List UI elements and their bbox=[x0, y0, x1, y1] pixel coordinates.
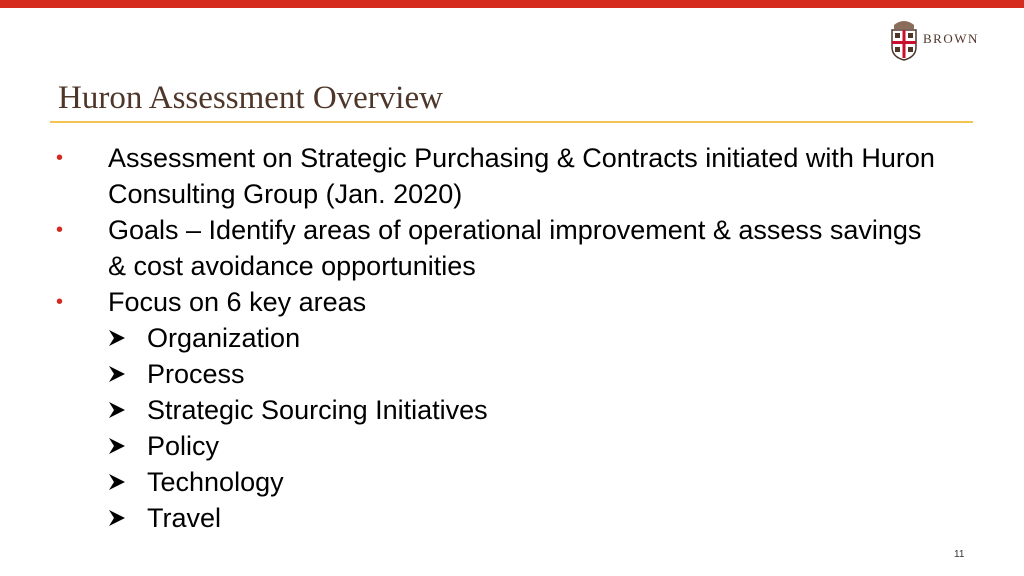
sub-item-label: Travel bbox=[147, 503, 222, 533]
sub-item-label: Technology bbox=[147, 467, 284, 497]
slide-title: Huron Assessment Overview bbox=[58, 80, 443, 116]
sub-item-label: Strategic Sourcing Initiatives bbox=[147, 395, 488, 425]
arrowhead-bullet-icon bbox=[108, 365, 126, 383]
sub-item bbox=[0, 428, 1024, 464]
bullet-text: Goals – Identify areas of operational improvement & assess savings & cost avoidance opportunities bbox=[108, 215, 922, 281]
logo-wordmark: BROWN bbox=[923, 31, 979, 46]
bullet-item bbox=[0, 212, 938, 284]
sub-item bbox=[0, 392, 1024, 428]
page-number: 11 bbox=[954, 549, 965, 560]
sub-item bbox=[0, 500, 1024, 536]
sub-item bbox=[0, 464, 1024, 500]
title-underline bbox=[50, 121, 973, 123]
bullet-dot-icon: • bbox=[56, 291, 64, 313]
arrowhead-bullet-icon bbox=[108, 329, 126, 347]
bullet-text: Assessment on Strategic Purchasing & Contracts initiated with Huron Consulting Group (Jan. 2020) bbox=[108, 143, 935, 209]
sub-item bbox=[0, 356, 1024, 392]
sub-item bbox=[0, 320, 1024, 356]
bullet-dot-icon: • bbox=[56, 219, 64, 241]
arrowhead-bullet-icon bbox=[108, 509, 126, 527]
bullet-item bbox=[0, 284, 938, 320]
bullet-item bbox=[0, 140, 938, 212]
bullet-text: Focus on 6 key areas bbox=[108, 287, 367, 317]
sub-item-label: Organization bbox=[147, 323, 301, 353]
top-accent-bar bbox=[0, 0, 1024, 8]
arrowhead-bullet-icon bbox=[108, 473, 126, 491]
slide-content bbox=[0, 140, 1024, 536]
arrowhead-bullet-icon bbox=[108, 437, 126, 455]
brown-logo bbox=[890, 15, 990, 63]
arrowhead-bullet-icon bbox=[108, 401, 126, 419]
sub-item-label: Process bbox=[147, 359, 245, 389]
brown-shield-icon bbox=[890, 17, 918, 61]
bullet-dot-icon: • bbox=[56, 147, 64, 169]
sub-item-label: Policy bbox=[147, 431, 220, 461]
